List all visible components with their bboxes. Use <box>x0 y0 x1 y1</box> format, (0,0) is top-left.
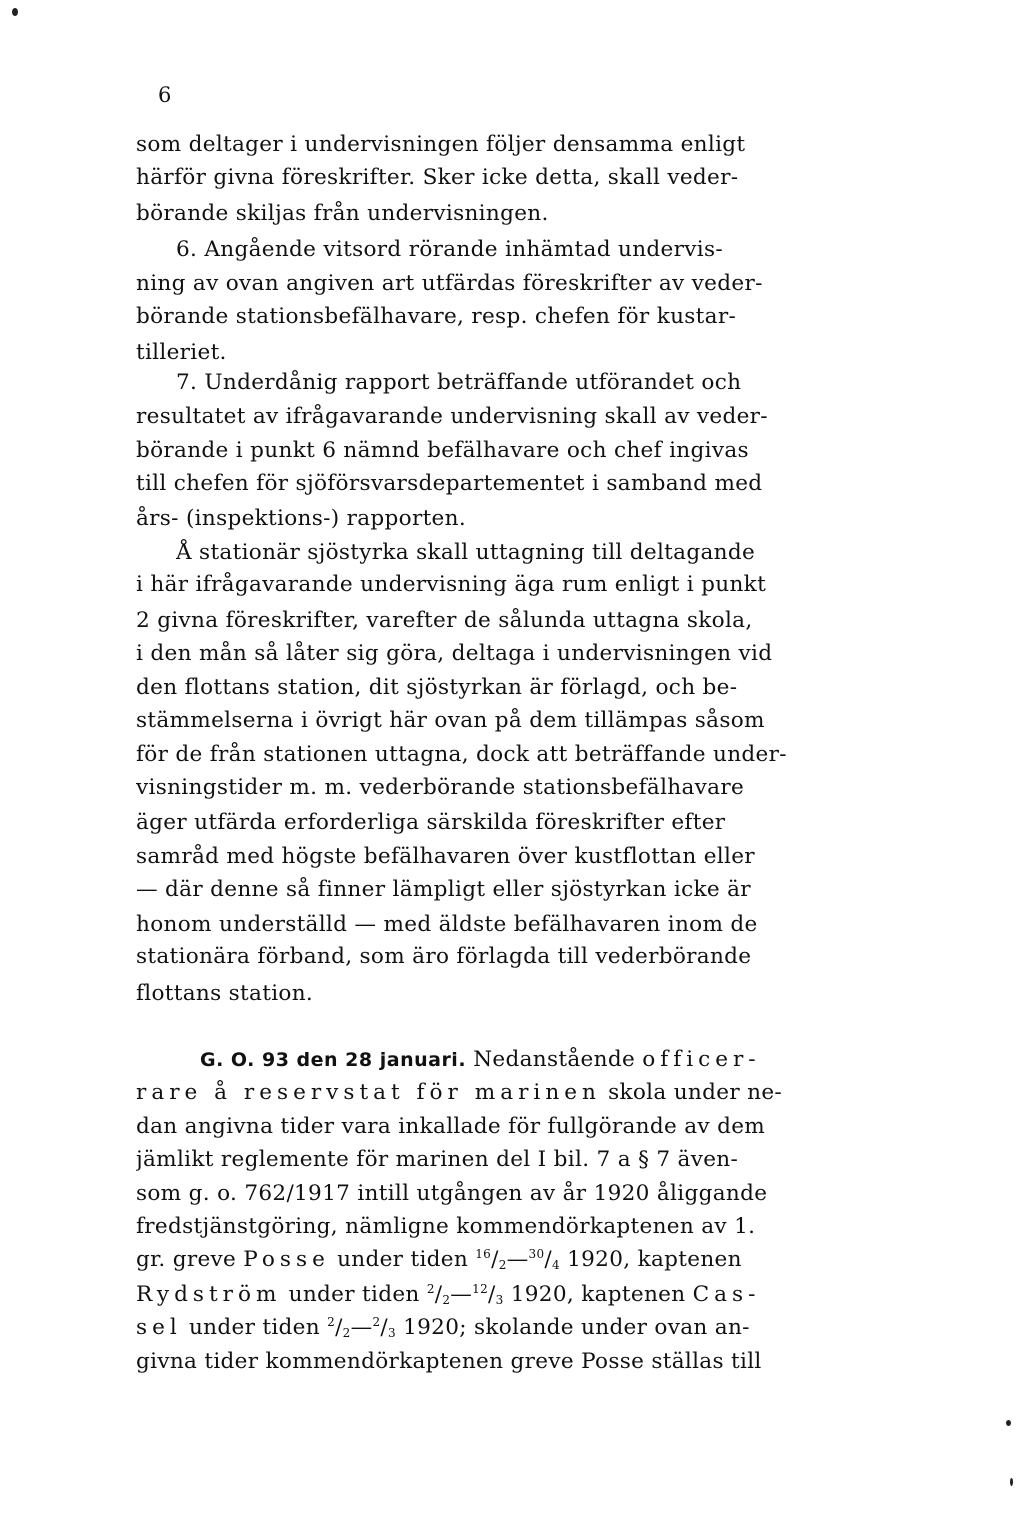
text-line: 6. Angående vitsord rörande inhämtad undervis- <box>176 237 723 262</box>
text-line: den flottans station, dit sjöstyrkan är förlagd, och be- <box>136 675 738 700</box>
text-line: flottans station. <box>136 981 314 1006</box>
text-line: 2 givna föreskrifter, varefter de sålunda uttagna skola, <box>136 608 753 633</box>
text-line: honom underställd — med äldste befälhavaren inom de <box>136 912 758 937</box>
scan-speck <box>12 8 18 16</box>
text-line: i den mån så låter sig göra, deltaga i undervisningen vid <box>136 641 773 666</box>
text-line: ning av ovan angiven art utfärdas föreskrifter av veder- <box>136 271 763 296</box>
text-line: resultatet av ifrågavarande undervisning skall av veder- <box>136 404 768 429</box>
scan-speck <box>1006 1420 1011 1426</box>
order-line: givna tider kommendörkaptenen greve Posse ställas till <box>136 1349 762 1374</box>
person-name: Rydström <box>136 1282 282 1307</box>
text-line: börande stationsbefälhavare, resp. chefen för kustar- <box>136 304 737 329</box>
order-line: dan angivna tider vara inkallade för fullgörande av dem <box>136 1114 766 1139</box>
text-line: börande i punkt 6 nämnd befälhavare och chef ingivas <box>136 438 749 463</box>
order-heading: G. O. 93 den 28 januari. <box>200 1049 467 1071</box>
text-line: som deltager i undervisningen följer densamma enligt <box>136 132 746 157</box>
order-line: sel under tiden $^2/_2—^2/_3$ 1920; skolande under ovan an- <box>136 1315 750 1340</box>
text-line: 7. Underdånig rapport beträffande utförandet och <box>176 370 742 395</box>
text-line: stämmelserna i övrigt här ovan på dem tillämpas såsom <box>136 708 765 733</box>
order-line: gr. greve Posse under tiden $^{16}/_2—^{30}/_4$ 1920, kaptenen <box>136 1247 742 1272</box>
text-line: stationära förband, som äro förlagda till vederbörande <box>136 944 752 969</box>
text-line: tilleriet. <box>136 340 227 365</box>
text-line: för de från stationen uttagna, dock att beträffande under- <box>136 742 787 767</box>
person-name: Posse <box>243 1247 330 1272</box>
text-line: visningstider m. m. vederbörande stationsbefälhavare <box>136 775 745 800</box>
order-line: G. O. 93 den 28 januari. Nedanstående officer- <box>200 1047 761 1072</box>
text-line: Å stationär sjöstyrka skall uttagning till deltagande <box>176 540 756 565</box>
text-line: års- (inspektions-) rapporten. <box>136 506 466 531</box>
order-line: jämlikt reglemente för marinen del I bil. 7 a § 7 även- <box>136 1147 739 1172</box>
order-line: rare å reservstat för marinen skola under ne- <box>136 1080 782 1105</box>
text-line: börande skiljas från undervisningen. <box>136 201 549 226</box>
order-line: fredstjänstgöring, nämligne kommendörkaptenen av 1. <box>136 1214 756 1239</box>
order-line: som g. o. 762/1917 intill utgången av år 1920 åliggande <box>136 1181 768 1206</box>
text-line: till chefen för sjöförsvarsdepartementet i samband med <box>136 471 763 496</box>
page-number: 6 <box>158 83 172 107</box>
person-name: Cas- <box>692 1282 761 1307</box>
text-line: i här ifrågavarande undervisning äga rum enligt i punkt <box>136 572 767 597</box>
scan-speck <box>1010 1478 1013 1486</box>
person-name: sel <box>136 1315 182 1340</box>
text-line: härför givna föreskrifter. Sker icke detta, skall veder- <box>136 165 739 190</box>
text-line: — där denne så finner lämpligt eller sjöstyrkan icke är <box>136 877 751 902</box>
text-line: äger utfärda erforderliga särskilda föreskrifter efter <box>136 810 726 835</box>
order-line: Rydström under tiden $^2/_2—^{12}/_3$ 1920, kaptenen Cas- <box>136 1282 761 1307</box>
text-line: samråd med högste befälhavaren över kustflottan eller <box>136 844 755 869</box>
